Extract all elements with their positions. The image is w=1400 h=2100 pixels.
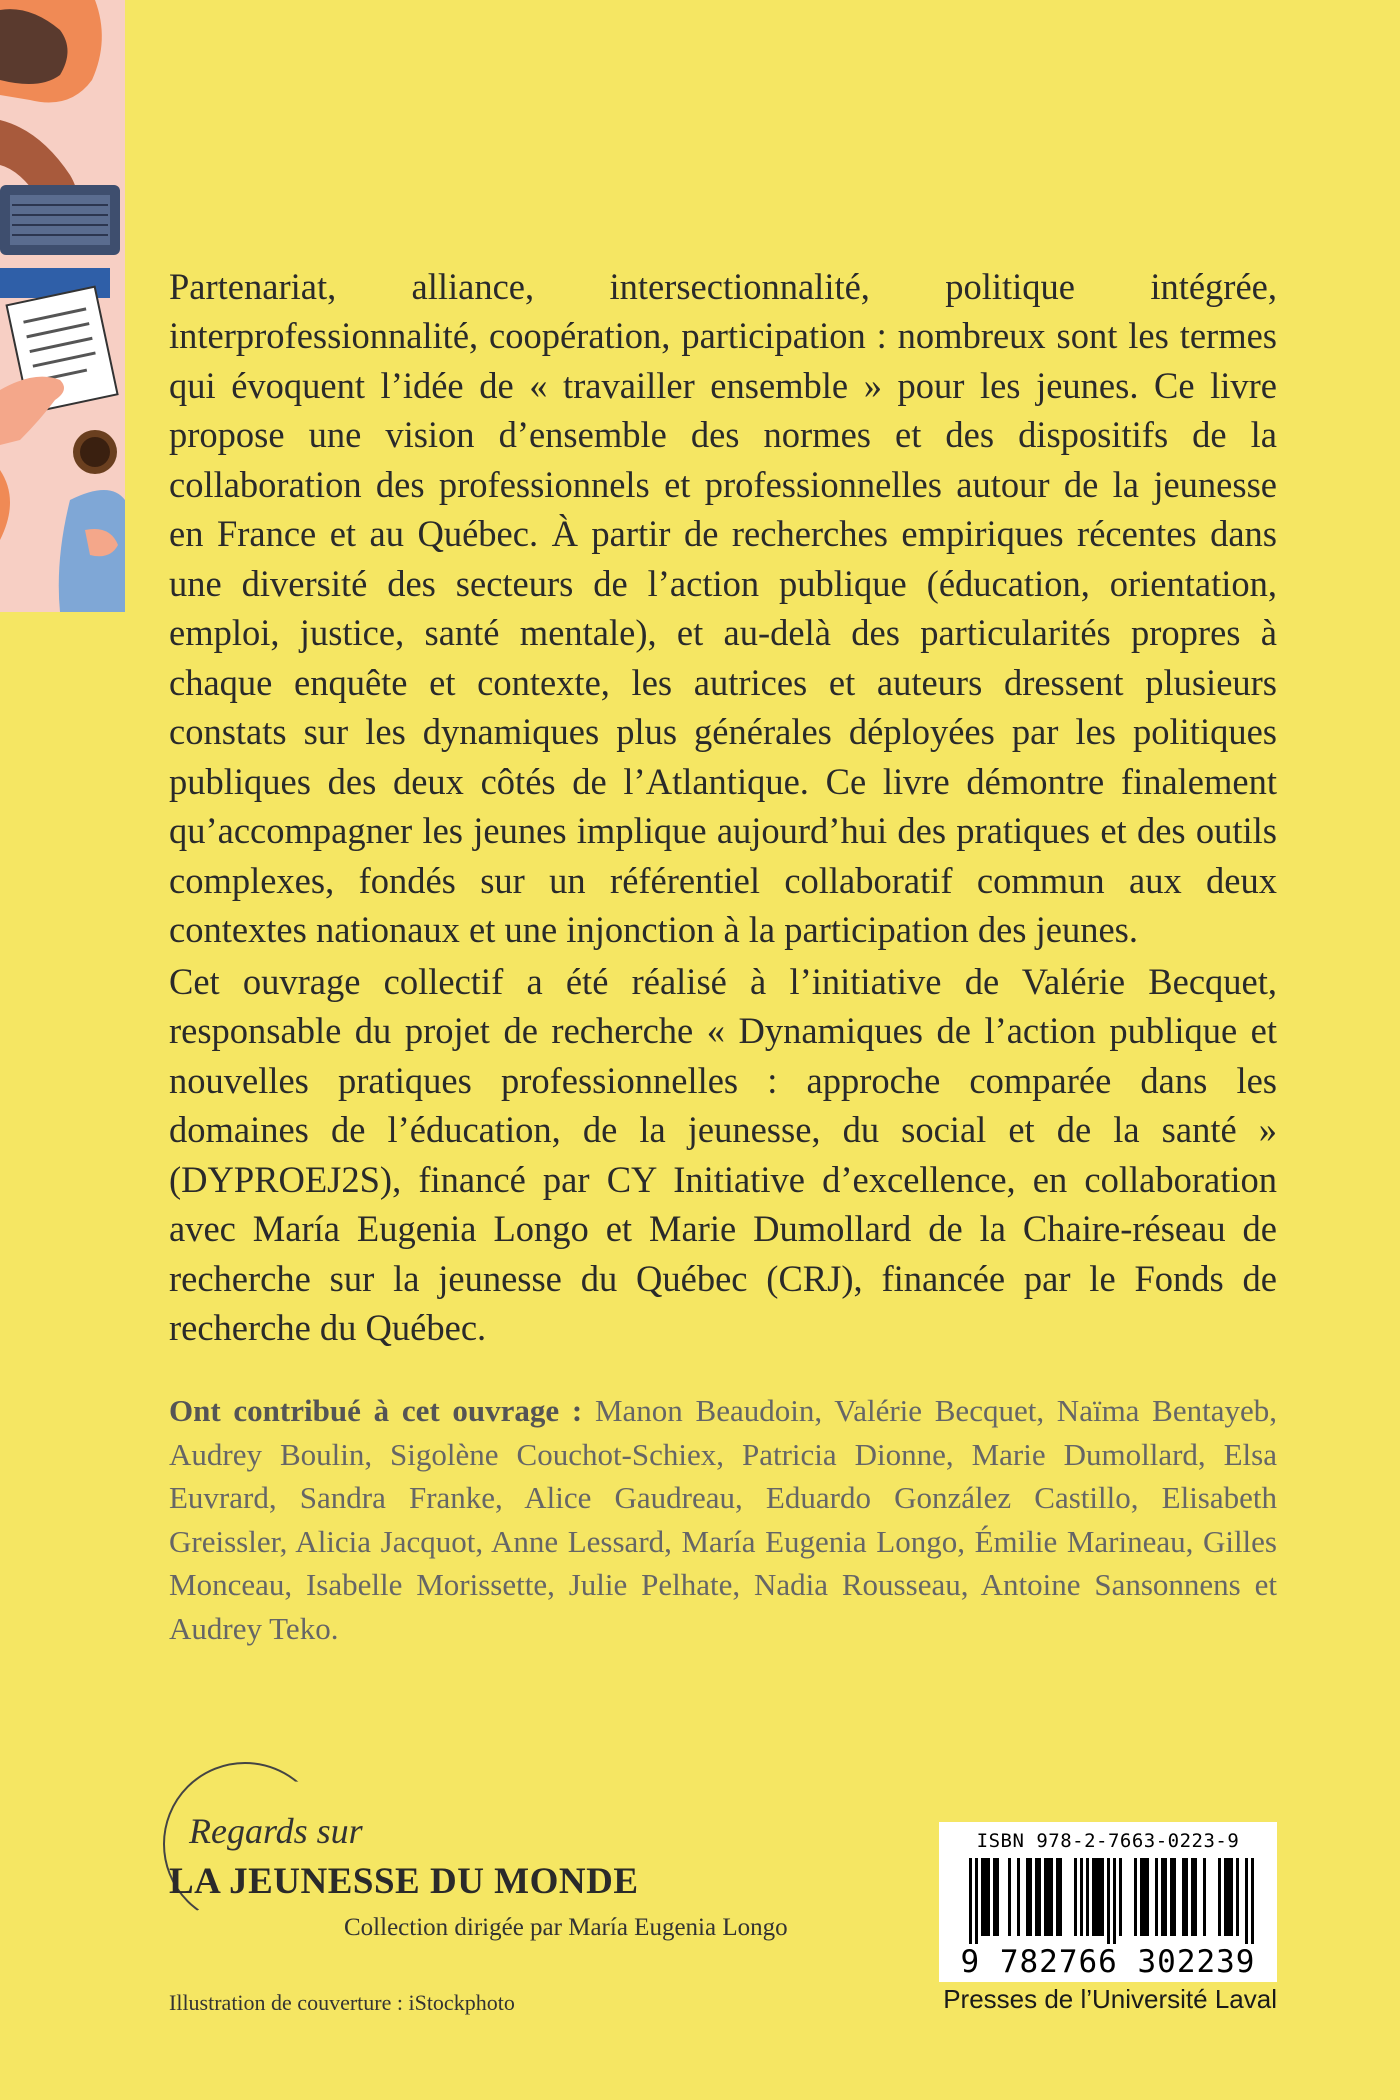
barcode-bar <box>1086 1858 1089 1936</box>
collection-director: Collection dirigée par María Eugenia Longo <box>344 1914 788 1941</box>
barcode-bar <box>1170 1858 1173 1936</box>
barcode-bar <box>1059 1858 1062 1936</box>
barcode-bar <box>1140 1858 1143 1936</box>
barcode-bar <box>987 1858 990 1936</box>
barcode-bar <box>975 1858 978 1944</box>
publisher-name: Presses de l’Université Laval <box>943 1984 1277 2014</box>
barcode-bar <box>1008 1858 1011 1936</box>
people-working-illustration-icon <box>0 0 125 612</box>
isbn-label: ISBN 978-2-7663-0223-9 <box>976 1830 1240 1852</box>
barcode-bar <box>1029 1858 1032 1936</box>
barcode-bar <box>1245 1858 1248 1944</box>
barcode-bar <box>1044 1858 1047 1936</box>
summary-paragraph-2: Cet ouvrage collectif a été réalisé à l’initiative de Valérie Becquet, responsable du projet de recherche « Dynamiques de l’action publique et nouvelles pratiques professionnelles : approche comparée dans les domaines de l’éducation, de la jeunesse, du social et de la santé » (DYPROEJ2S), financé par CY Initiative d’excellence, en collaboration avec María Eugenia Longo et Marie Dumollard de la Chaire-réseau de recherche sur la jeunesse du Québec (CRJ), financée par le Fonds de recherche du Québec. <box>169 960 1277 1348</box>
contributors-lead: Ont contribué à cet ouvrage : <box>169 1393 583 1428</box>
cover-illustration <box>0 0 125 612</box>
barcode-bar <box>1164 1858 1167 1936</box>
barcode-bars-icon <box>947 1858 1269 1944</box>
barcode-bar <box>993 1858 996 1936</box>
barcode-bar <box>1203 1858 1206 1936</box>
barcode-bar <box>1119 1858 1122 1936</box>
barcode-bar <box>1101 1858 1104 1936</box>
barcode-bar <box>1227 1858 1230 1936</box>
collection-mark <box>169 1762 829 1972</box>
barcode-bar <box>1113 1858 1116 1944</box>
barcode-bar <box>1251 1858 1254 1944</box>
barcode-bar <box>1155 1858 1158 1936</box>
barcode-bar <box>1194 1858 1197 1936</box>
barcode-bar <box>1173 1858 1176 1936</box>
barcode-bar <box>1236 1858 1239 1936</box>
barcode-bar <box>1134 1858 1137 1936</box>
barcode-bar <box>1074 1858 1077 1936</box>
barcode-bar <box>1224 1858 1227 1936</box>
barcode-bar <box>1143 1858 1146 1936</box>
illustration-credit: Illustration de couverture : iStockphoto <box>169 1990 515 2015</box>
barcode-bar <box>969 1858 972 1944</box>
contributors-list <box>169 1389 1277 1650</box>
barcode-bar <box>1026 1858 1029 1936</box>
barcode-bar <box>1095 1858 1098 1936</box>
barcode-bar <box>1038 1858 1041 1936</box>
barcode-bar <box>1161 1858 1164 1936</box>
barcode-bar <box>1191 1858 1194 1936</box>
collection-kicker: Regards sur <box>189 1811 363 1851</box>
barcode-bar <box>1056 1858 1059 1936</box>
barcode-bar <box>1098 1858 1101 1936</box>
barcode-bar <box>1218 1858 1221 1936</box>
barcode-bar <box>996 1858 999 1936</box>
barcode-bar <box>1185 1858 1188 1936</box>
summary-paragraph-1: Partenariat, alliance, intersectionnalité, politique intégrée, interprofessionnalité, coopération, participation : nombreux sont les termes qui évoquent l’idée de « travailler ensemble » pour les jeunes. Ce livre propose une vision d’ensemble des normes et des dispositifs de la collaboration des professionnels et professionnelles autour de la jeunesse en France et au Québec. À partir de recherches empiriques récentes dans une diversité des secteurs de l’action publique (éducation, orientation, emploi, justice, santé mentale), et au-delà des particularités propres à chaque enquête et contexte, les autrices et auteurs dressent plusieurs constats sur les dynamiques plus générales déployées par les politiques publiques des deux côtés de l’Atlantique. Ce livre démontre finalement qu’accompagner les jeunes implique aujourd’hui des pratiques et des outils complexes, fondés sur un référentiel collaboratif commun aux deux contextes nationaux et une injonction à la participation des jeunes. <box>169 265 1277 950</box>
barcode-bar <box>1146 1858 1149 1936</box>
barcode-bar <box>984 1858 987 1936</box>
barcode-bar <box>1017 1858 1020 1936</box>
barcode-bar <box>1047 1858 1050 1936</box>
barcode-bar <box>981 1858 984 1936</box>
collection-title: LA JEUNESSE DU MONDE <box>169 1861 639 1902</box>
barcode-bar <box>1080 1858 1083 1936</box>
barcode-bar <box>1230 1858 1233 1936</box>
barcode-bar <box>1035 1858 1038 1936</box>
barcode-bar <box>1092 1858 1095 1936</box>
barcode-bar <box>1050 1858 1053 1936</box>
isbn-barcode <box>939 1822 1277 1982</box>
isbn-digits: 9 782766 302239 <box>960 1944 1256 1980</box>
contributors-names: Manon Beaudoin, Valérie Becquet, Naïma Bentayeb, Audrey Boulin, Sigolène Couchot-Schiex, Patricia Dionne, Marie Dumollard, Elsa Euvrard, Sandra Franke, Alice Gaudreau, Eduardo González Castillo, Elisabeth Greissler, Alicia Jacquot, Anne Lessard, María Eugenia Longo, Émilie Marineau, Gilles Monceau, Isabelle Morissette, Julie Pelhate, Nadia Rousseau, Antoine Sansonnens et Audrey Teko. <box>169 1393 1277 1646</box>
barcode-bar <box>1107 1858 1110 1944</box>
barcode-bar <box>1182 1858 1185 1936</box>
